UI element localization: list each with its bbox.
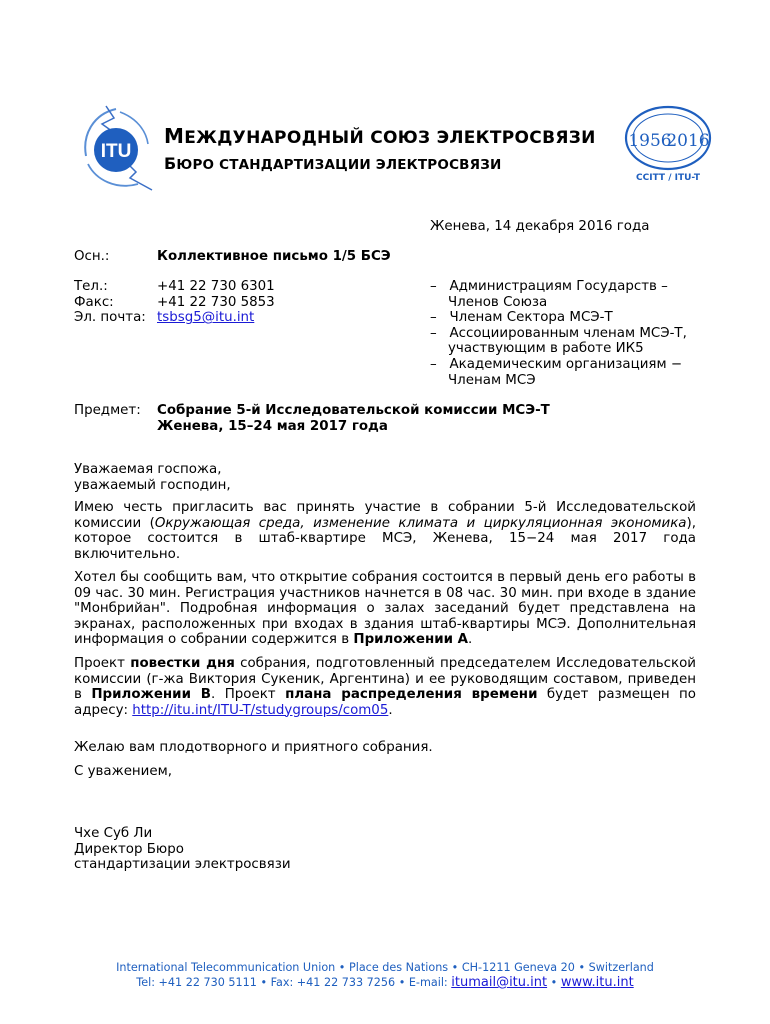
itu-logo xyxy=(76,104,160,194)
paragraph-invitation: Имею честь пригласить вас принять участие в собрании 5-й Исследовательской комиссии (Окружающая среда, изменение климата и циркуляционная экономика), которое состоится в штаб-квартире МСЭ, Женева, 15−24 мая 2017 года включительно. xyxy=(74,500,696,562)
date-line: Женева, 14 декабря 2016 года xyxy=(430,219,650,234)
contact-block xyxy=(74,279,275,326)
subject-label: Предмет: xyxy=(74,403,141,418)
reference-value: Коллективное письмо 1/5 БСЭ xyxy=(157,249,391,264)
bureau-name: БЮРО СТАНДАРТИЗАЦИИ ЭЛЕКТРОСВЯЗИ xyxy=(164,154,502,173)
recipient-item: – Администрациям Государств – Членов Союза xyxy=(430,279,668,310)
footer-address: International Telecommunication Union • Place des Nations • CH-1211 Geneva 20 • Switzerland xyxy=(116,961,654,974)
email-row: Эл. почта: tsbsg5@itu.int xyxy=(74,310,255,326)
subject-text: Собрание 5-й Исследовательской комиссии МСЭ-Т Женева, 15–24 мая 2017 года xyxy=(157,403,550,434)
fax-row: Факс: +41 22 730 5853 xyxy=(74,294,275,310)
svg-text:ITU: ITU xyxy=(100,141,132,162)
paragraph-opening: Хотел бы сообщить вам, что открытие собрания состоится в первый день его работы в 09 час. 30 мин. Регистрация участников начнется в 08 час. 30 мин. при входе в здание "Монбрийан". Подробная информация о залах заседаний будет представлена на экранах, расположенных при входах в здания штаб-квартиры МСЭ. Дополнительная информация о собрании содержится в Приложении А. xyxy=(74,570,696,647)
recipient-item: – Ассоциированным членам МСЭ-Т, участвующим в работе ИК5 xyxy=(430,325,687,357)
closing: С уважением, xyxy=(74,764,172,779)
recipient-item: – Членам Сектора МСЭ-Т xyxy=(430,310,613,326)
recipient-item: – Академическим организациям − Членам МСЭ xyxy=(430,356,683,388)
footer-contacts: Tel: +41 22 730 5111 • Fax: +41 22 733 7256 • E-mail: itumail@itu.int • www.itu.int xyxy=(136,975,634,990)
signatory-title: Директор Бюро xyxy=(74,841,184,857)
anniversary-logo xyxy=(620,100,718,184)
paragraph-wish: Желаю вам плодотворного и приятного собрания. xyxy=(74,740,433,755)
salutation: Уважаемая госпожа, уважаемый господин, xyxy=(74,462,231,493)
signatory-name: Чхе Суб Ли xyxy=(74,826,153,841)
signature-block xyxy=(74,826,291,873)
paragraph-agenda: Проект повестки дня собрания, подготовленный председателем Исследовательской комиссии (г-жа Виктория Сукеник, Аргентина) и ее руководящим составом, приведен в Приложении В. Проект плана распределения времени будет размещен по адресу: http://itu.int/ITU-T/studygroups/com05. xyxy=(74,656,696,718)
svg-text:1956: 1956 xyxy=(628,131,672,151)
signatory-title: стандартизации электросвязи xyxy=(74,857,291,873)
recipients-list xyxy=(430,279,710,388)
studygroup-link[interactable]: http://itu.int/ITU-T/studygroups/com05 xyxy=(132,702,389,718)
svg-text:CCITT / ITU-T: CCITT / ITU-T xyxy=(636,173,700,183)
reference-label: Осн.: xyxy=(74,249,110,264)
footer-web-link[interactable]: www.itu.int xyxy=(560,975,634,990)
email-link[interactable]: tsbsg5@itu.int xyxy=(157,310,255,326)
svg-text:2016: 2016 xyxy=(666,131,710,151)
organization-name: МЕЖДУНАРОДНЫЙ СОЮЗ ЭЛЕКТРОСВЯЗИ xyxy=(164,124,596,148)
footer-email-link[interactable]: itumail@itu.int xyxy=(451,975,548,990)
tel-row: Тел.: +41 22 730 6301 xyxy=(74,279,275,294)
